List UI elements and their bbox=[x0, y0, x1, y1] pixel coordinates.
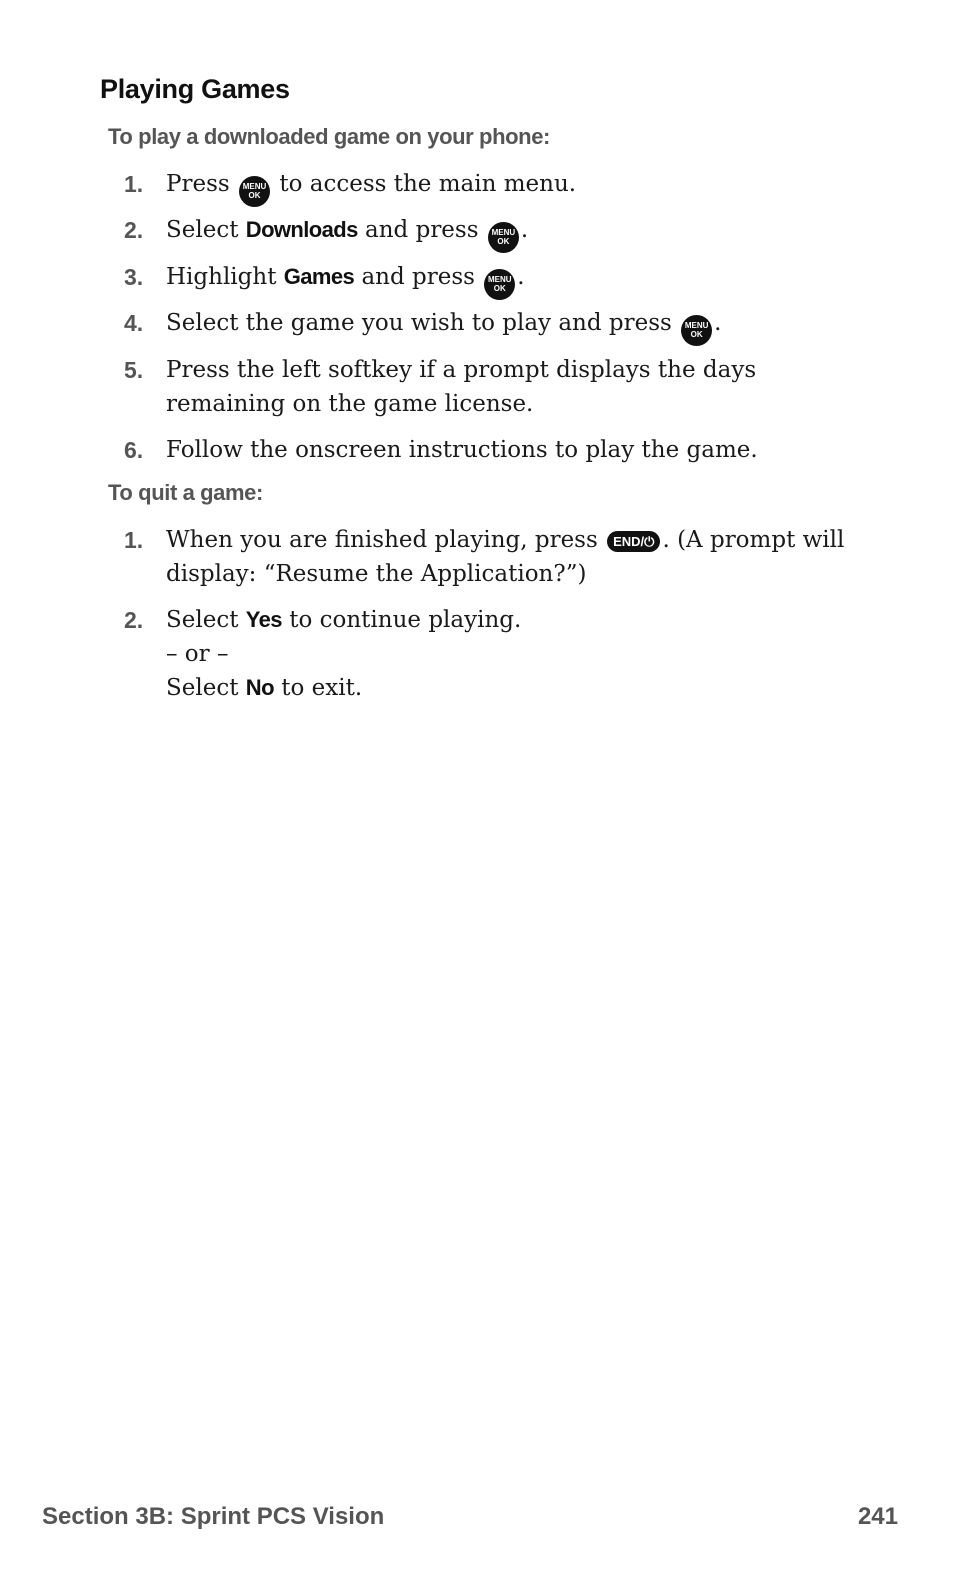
step-text bbox=[166, 213, 866, 253]
step-text-part: . (A prompt will display: “Resume the Application?”) bbox=[166, 527, 845, 587]
step-number: 4. bbox=[124, 310, 144, 336]
step-text bbox=[166, 603, 866, 705]
step-number: 3. bbox=[124, 264, 144, 290]
step-text-part: Select the game you wish to play and press bbox=[166, 310, 672, 336]
subheading-quit-game: To quit a game: bbox=[108, 480, 263, 505]
step-text-part: . bbox=[517, 264, 525, 290]
step-text-part: and press bbox=[365, 217, 479, 243]
step-text-part: Press bbox=[166, 171, 230, 197]
step-text-part: . bbox=[714, 310, 722, 336]
step-number: 6. bbox=[124, 437, 144, 463]
step-text-part: . bbox=[520, 217, 529, 243]
menu-ok-key-icon: MENU OK bbox=[239, 176, 270, 207]
step-text bbox=[166, 167, 866, 207]
step-text-part: Select bbox=[166, 217, 239, 243]
step-text-part: Highlight bbox=[166, 264, 277, 290]
menu-ok-key-icon: MENU OK bbox=[484, 269, 515, 300]
step-text-part: Select bbox=[166, 675, 239, 701]
footer-page-number: 241 bbox=[857, 1503, 898, 1530]
step-number: 1. bbox=[124, 171, 144, 197]
step-text-part: and press bbox=[361, 264, 475, 290]
step-text-part: to access the main menu. bbox=[279, 171, 577, 197]
step-number: 2. bbox=[124, 217, 144, 243]
step-text-part: to exit. bbox=[281, 675, 363, 701]
menu-ok-key-icon: MENU OK bbox=[488, 222, 519, 253]
footer-section-label: Section 3B: Sprint PCS Vision bbox=[42, 1503, 385, 1530]
page-title: Playing Games bbox=[100, 74, 290, 104]
step-text: Follow the onscreen instructions to play the game. bbox=[166, 437, 758, 463]
step-text: Press the left softkey if a prompt displays the days remaining on the game license. bbox=[166, 357, 757, 417]
step-text-part: Select bbox=[166, 607, 239, 633]
step-number: 1. bbox=[124, 527, 144, 553]
menu-ok-key-icon: MENU OK bbox=[681, 315, 712, 346]
step-text bbox=[166, 306, 866, 346]
end-power-key-icon: END/⏻ bbox=[607, 531, 660, 552]
or-separator: – or – bbox=[166, 641, 229, 667]
step-text-part: When you are finished playing, press bbox=[166, 527, 598, 553]
menu-keyword-no: No bbox=[245, 675, 274, 700]
step-number: 2. bbox=[124, 607, 144, 633]
menu-keyword-games: Games bbox=[283, 264, 355, 289]
menu-keyword-yes: Yes bbox=[245, 607, 282, 632]
step-text bbox=[166, 260, 866, 300]
subheading-play-game: To play a downloaded game on your phone: bbox=[108, 124, 550, 149]
step-text-part: to continue playing. bbox=[289, 607, 522, 633]
step-text bbox=[166, 523, 866, 591]
menu-keyword-downloads: Downloads bbox=[245, 217, 358, 242]
step-number: 5. bbox=[124, 357, 144, 383]
